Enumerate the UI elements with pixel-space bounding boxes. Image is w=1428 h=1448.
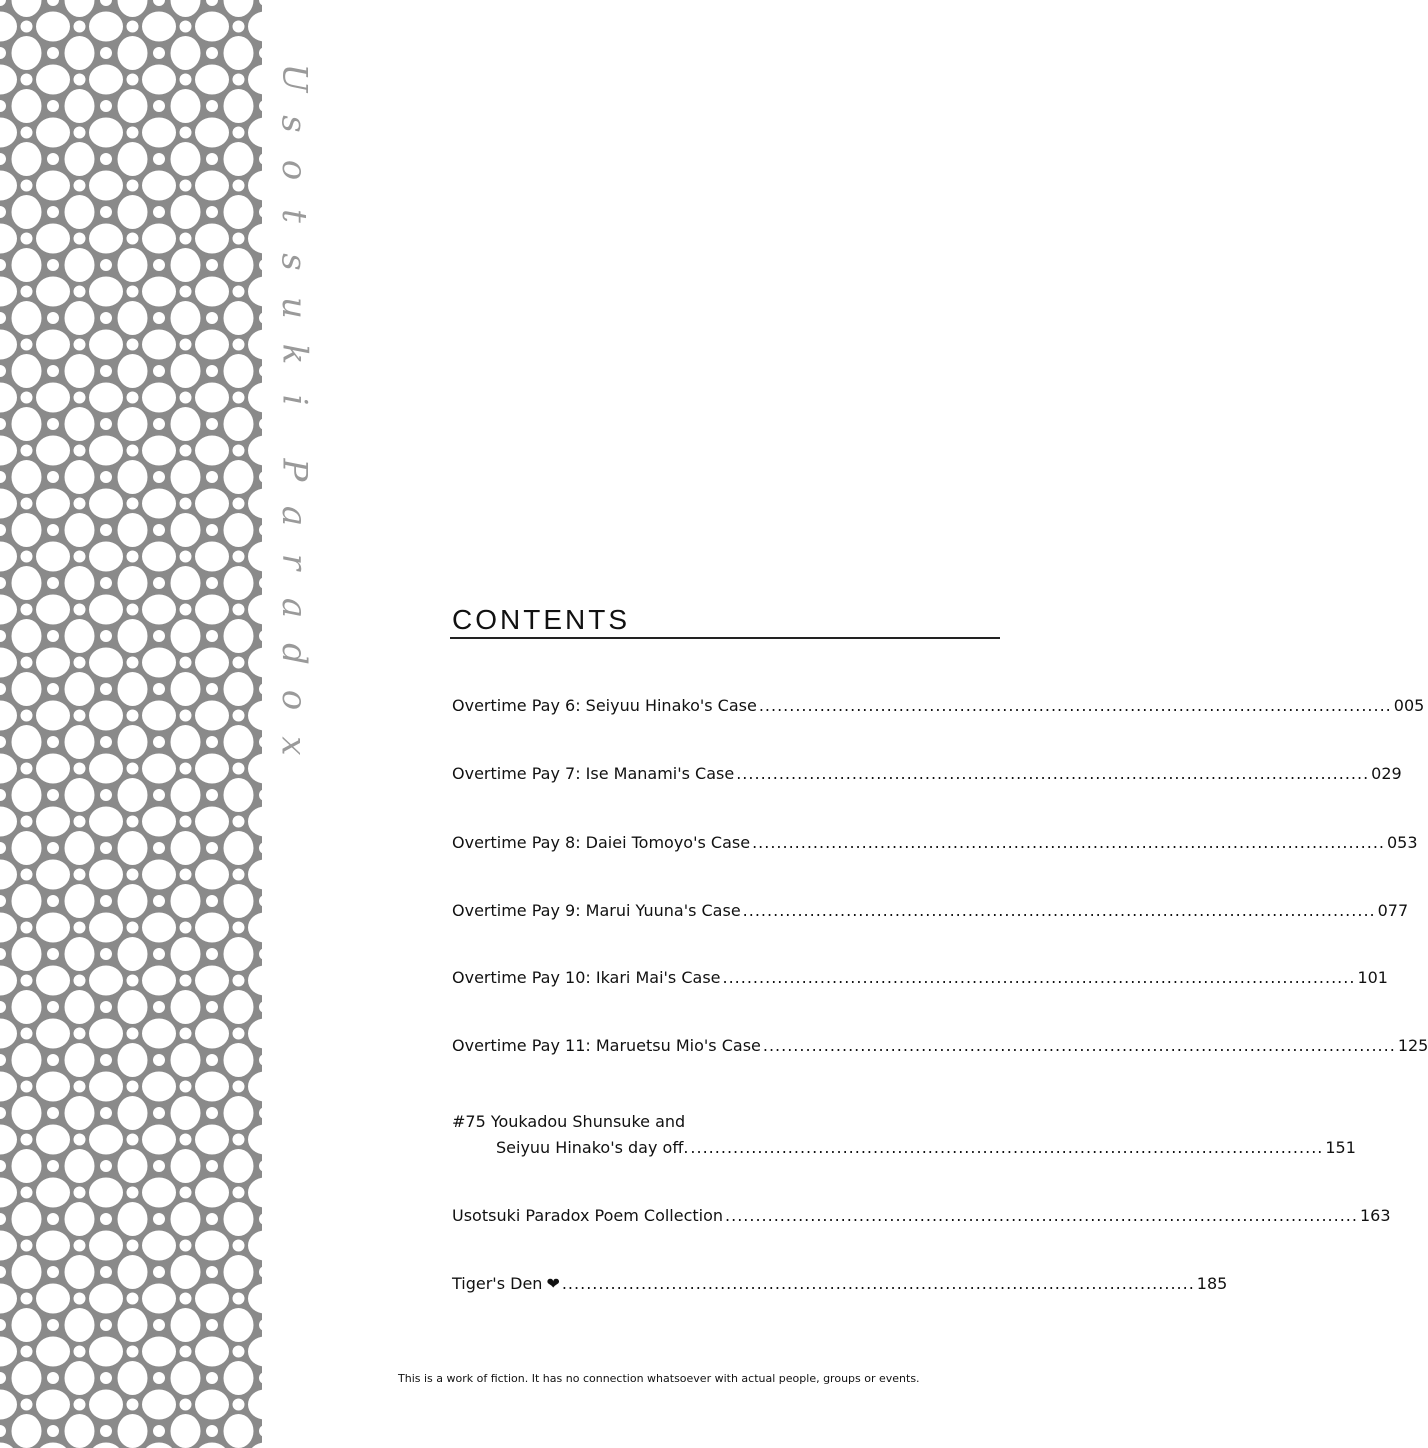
toc-dot-leader: ........................................................................................................ (758, 696, 1392, 715)
vertical-title-letter: x (274, 736, 314, 756)
contents-heading: CONTENTS (452, 604, 630, 635)
toc-entry-title-line2: Seiyuu Hinako's day off. (496, 1138, 689, 1157)
toc-page-number: 053 (1387, 833, 1418, 852)
vertical-book-title (262, 55, 314, 769)
toc-page-number: 029 (1371, 764, 1402, 783)
toc-entry[interactable] (452, 696, 1425, 715)
toc-dot-leader: ........................................................................................................ (752, 833, 1385, 852)
toc-page-number: 185 (1196, 1274, 1228, 1293)
toc-dot-leader: ........................................................................................................ (742, 901, 1376, 920)
vertical-title-letter: k (273, 343, 314, 365)
toc-page-number: 163 (1359, 1206, 1391, 1225)
fiction-disclaimer: This is a work of fiction. It has no connection whatsoever with actual people, groups or events. (398, 1372, 920, 1385)
toc-page-number: 005 (1393, 696, 1425, 715)
toc-entry-title: Overtime Pay 6: Seiyuu Hinako's Case (452, 696, 757, 715)
toc-page-number: 101 (1357, 968, 1388, 987)
toc-entry[interactable] (452, 1036, 1428, 1055)
toc-entry[interactable] (452, 1274, 1228, 1293)
toc-entry-title: Overtime Pay 7: Ise Manami's Case (452, 764, 735, 783)
toc-entry[interactable] (452, 764, 1402, 783)
toc-entry[interactable] (452, 833, 1418, 852)
toc-entry-title: Overtime Pay 11: Maruetsu Mio's Case (452, 1036, 761, 1055)
vertical-title-letter: U (274, 63, 314, 93)
toc-entry[interactable] (452, 1206, 1391, 1225)
vertical-title-letter: o (273, 159, 314, 181)
toc-dot-leader: ........................................................................................................ (762, 1036, 1396, 1055)
toc-entry[interactable] (452, 968, 1388, 987)
vertical-title-letter: a (274, 597, 314, 619)
toc-page-number: 077 (1377, 901, 1409, 920)
toc-entry-title: Tiger's Den (452, 1274, 543, 1293)
vertical-title-letter: P (273, 458, 314, 482)
toc-entry-title: Overtime Pay 10: Ikari Mai's Case (452, 968, 721, 987)
heading-divider (450, 637, 1000, 639)
vertical-title-letter: i (274, 394, 314, 406)
toc-dot-leader: ........................................................................................................ (561, 1274, 1195, 1293)
heart-icon: ❤ (546, 1274, 560, 1293)
vertical-title-letter: u (274, 297, 314, 319)
toc-entry[interactable] (452, 1112, 1356, 1157)
decorative-pattern-strip (0, 0, 262, 1448)
toc-entry-title: Overtime Pay 8: Daiei Tomoyo's Case (452, 833, 751, 852)
toc-page-number: 151 (1325, 1138, 1356, 1157)
vertical-title-letter: s (273, 253, 314, 271)
toc-page-number: 125 (1397, 1036, 1428, 1055)
toc-dot-leader: ........................................................................................................ (725, 1206, 1358, 1225)
toc-entry-title-line1: #75 Youkadou Shunsuke and (452, 1112, 686, 1131)
vertical-title-letter: t (273, 209, 314, 223)
vertical-title-letter: r (273, 553, 314, 571)
toc-entry-title: Overtime Pay 9: Marui Yuuna's Case (452, 901, 741, 920)
toc-dot-leader: ........................................................................................................ (722, 968, 1356, 987)
vertical-title-letter: o (273, 689, 314, 711)
vertical-title-letter: d (273, 643, 314, 665)
toc-dot-leader: ........................................................................................................ (690, 1138, 1324, 1157)
toc-entry[interactable] (452, 901, 1409, 920)
toc-dot-leader: ........................................................................................................ (736, 764, 1370, 783)
vertical-title-letter: s (273, 115, 314, 133)
vertical-title-letter: a (274, 505, 314, 527)
toc-entry-title: Usotsuki Paradox Poem Collection (452, 1206, 724, 1225)
